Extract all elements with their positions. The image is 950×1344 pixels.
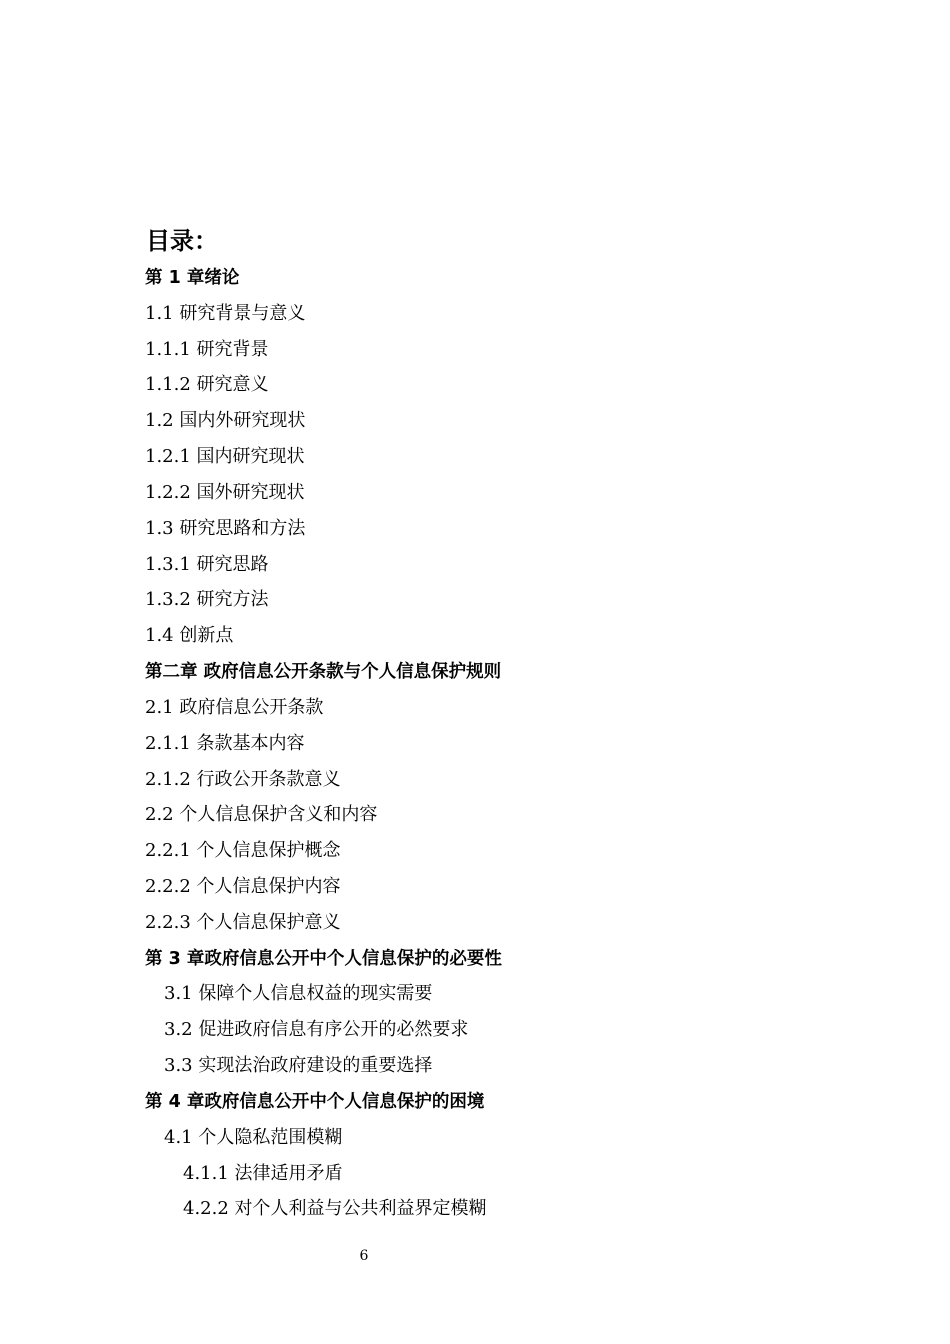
toc-entry-2-2-3: 2.2.3 个人信息保护意义 xyxy=(145,912,341,933)
toc-entry-1-3: 1.3 研究思路和方法 xyxy=(145,518,306,539)
toc-entry-3-3: 3.3 实现法治政府建设的重要选择 xyxy=(164,1055,433,1076)
page-number: 6 xyxy=(359,1248,369,1264)
toc-entry-1-4: 1.4 创新点 xyxy=(145,625,234,646)
toc-title: 目录： xyxy=(146,227,218,255)
toc-chapter-1: 第 1 章绪论 xyxy=(145,268,240,288)
toc-entry-1-1: 1.1 研究背景与意义 xyxy=(145,303,306,324)
toc-chapter-4: 第 4 章政府信息公开中个人信息保护的困境 xyxy=(145,1092,485,1112)
toc-entry-2-2-1: 2.2.1 个人信息保护概念 xyxy=(145,840,341,861)
toc-entry-1-3-2: 1.3.2 研究方法 xyxy=(145,589,269,610)
toc-entry-4-1: 4.1 个人隐私范围模糊 xyxy=(164,1127,343,1148)
toc-entry-2-1: 2.1 政府信息公开条款 xyxy=(145,697,324,718)
toc-entry-1-2-1: 1.2.1 国内研究现状 xyxy=(145,446,305,467)
toc-entry-1-1-1: 1.1.1 研究背景 xyxy=(145,339,269,360)
toc-entry-1-3-1: 1.3.1 研究思路 xyxy=(145,554,269,575)
toc-entry-2-1-2: 2.1.2 行政公开条款意义 xyxy=(145,769,341,790)
toc-entry-2-2: 2.2 个人信息保护含义和内容 xyxy=(145,804,378,825)
toc-entry-2-1-1: 2.1.1 条款基本内容 xyxy=(145,733,305,754)
toc-entry-4-2-2: 4.2.2 对个人利益与公共利益界定模糊 xyxy=(183,1198,487,1219)
toc-entry-2-2-2: 2.2.2 个人信息保护内容 xyxy=(145,876,341,897)
toc-chapter-2: 第二章 政府信息公开条款与个人信息保护规则 xyxy=(145,662,502,682)
toc-entry-3-2: 3.2 促进政府信息有序公开的必然要求 xyxy=(164,1019,469,1040)
toc-entry-3-1: 3.1 保障个人信息权益的现实需要 xyxy=(164,983,433,1004)
toc-entry-1-1-2: 1.1.2 研究意义 xyxy=(145,374,269,395)
toc-chapter-3: 第 3 章政府信息公开中个人信息保护的必要性 xyxy=(145,949,502,969)
toc-entry-1-2-2: 1.2.2 国外研究现状 xyxy=(145,482,305,503)
toc-entry-4-1-1: 4.1.1 法律适用矛盾 xyxy=(183,1163,343,1184)
toc-entry-1-2: 1.2 国内外研究现状 xyxy=(145,410,306,431)
